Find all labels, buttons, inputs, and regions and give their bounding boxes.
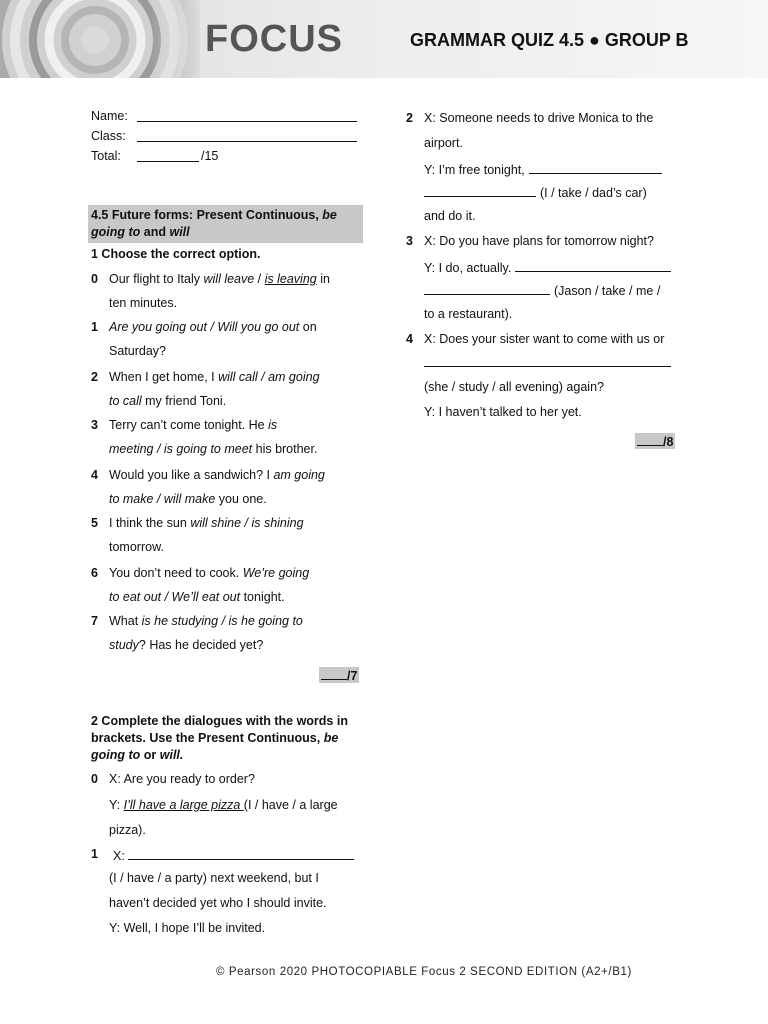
- total-label: Total:: [91, 149, 121, 163]
- item-text: When I get home, I: [109, 370, 219, 384]
- exercise-1-score: [319, 667, 359, 683]
- score-max: /7: [347, 669, 358, 683]
- total-max: /15: [201, 149, 219, 163]
- item-text: Terry can’t come tonight. He: [109, 418, 269, 432]
- options[interactable]: am going: [273, 468, 325, 482]
- options[interactable]: to make / will make: [109, 492, 216, 506]
- item-text: Our flight to Italy: [109, 272, 204, 286]
- item-text: tonight.: [240, 590, 285, 604]
- section-heading-will: will: [169, 225, 190, 239]
- title-text: be: [323, 731, 339, 745]
- options[interactable]: meeting / is going to meet: [109, 442, 253, 456]
- options[interactable]: is: [268, 418, 278, 432]
- option-b-selected: is leaving: [264, 272, 317, 286]
- item-number: 4: [406, 332, 413, 346]
- item-number: 5: [91, 516, 98, 530]
- answer-blank[interactable]: [424, 354, 671, 367]
- dialogue-x: X: Does your sister want to come with us or: [424, 332, 665, 346]
- item-text: and do it.: [424, 209, 476, 223]
- item-text: tomorrow.: [109, 540, 164, 554]
- item-text: you one.: [215, 492, 267, 506]
- item-text: Would you like a sandwich? I: [109, 468, 274, 482]
- item-text: ten minutes.: [109, 296, 178, 310]
- item-text: my friend Toni.: [141, 394, 227, 408]
- options[interactable]: Are you going out / Will you go out: [109, 320, 300, 334]
- title-text: 2 Complete the dialogues with the words in: [91, 714, 348, 728]
- item-number: 3: [91, 418, 98, 432]
- item-text: on: [299, 320, 317, 334]
- options[interactable]: will shine / is shining: [190, 516, 304, 530]
- exercise-2-title: [91, 713, 348, 764]
- dialogue-x: X: Do you have plans for tomorrow night?: [424, 234, 654, 248]
- dialogue-x: X:: [113, 849, 125, 863]
- options[interactable]: is he studying / is he going to: [141, 614, 303, 628]
- total-field[interactable]: [137, 149, 199, 162]
- item-number: 3: [406, 234, 413, 248]
- exercise-1-title: 1 Choose the correct option.: [91, 247, 261, 261]
- item-number: 1: [91, 847, 98, 861]
- item-number: 4: [91, 468, 98, 482]
- focus-swirl-graphic: [0, 0, 200, 78]
- title-text: going to: [91, 748, 141, 762]
- title-text: brackets. Use the Present Continuous,: [91, 731, 324, 745]
- answer-blank-2[interactable]: [424, 184, 536, 197]
- dialogue-y: Y: Well, I hope I’ll be invited.: [109, 921, 266, 935]
- item-text: You don’t need to cook.: [109, 566, 243, 580]
- item-text: I think the sun: [109, 516, 191, 530]
- prompt-words: (I / have / a large: [243, 798, 338, 812]
- prompt-words: (Jason / take / me /: [554, 284, 661, 298]
- options[interactable]: to eat out / We’ll eat out: [109, 590, 241, 604]
- title-text: will.: [159, 748, 184, 762]
- section-heading-be: be: [322, 208, 337, 222]
- prompt-words: pizza).: [109, 823, 146, 837]
- score-blank[interactable]: [321, 667, 347, 680]
- class-field[interactable]: [137, 129, 357, 142]
- dialogue-y: Y: I haven’t talked to her yet.: [424, 405, 582, 419]
- item-text: ? Has he decided yet?: [138, 638, 264, 652]
- dialogue-y: Y: I’m free tonight,: [424, 163, 525, 177]
- options[interactable]: to call: [109, 394, 142, 408]
- example-answer: I’ll have a large pizza: [123, 798, 244, 812]
- section-heading-going-to: going to: [91, 225, 141, 239]
- section-heading: [88, 205, 363, 243]
- answer-blank-2[interactable]: [424, 282, 550, 295]
- exercise-2-score: [635, 433, 675, 449]
- header-banner: [0, 0, 768, 78]
- item-number: 1: [91, 320, 98, 334]
- answer-blank[interactable]: [128, 847, 354, 860]
- name-field[interactable]: [137, 109, 357, 122]
- prompt-words: (I / have / a party) next weekend, but I: [109, 871, 319, 885]
- answer-blank[interactable]: [515, 259, 671, 272]
- item-text: haven’t decided yet who I should invite.: [109, 896, 327, 910]
- dialogue-y: Y:: [109, 798, 124, 812]
- prompt-words: to a restaurant).: [424, 307, 513, 321]
- quiz-title: GRAMMAR QUIZ 4.5 ● GROUP B: [410, 30, 689, 50]
- item-number: 0: [91, 772, 98, 786]
- item-number: 0: [91, 272, 98, 286]
- dialogue-x: X: Someone needs to drive Monica to the: [424, 111, 654, 125]
- item-number: 2: [406, 111, 413, 125]
- prompt-words: (I / take / dad’s car): [540, 186, 647, 200]
- dialogue-y: Y: I do, actually.: [424, 261, 512, 275]
- item-number: 6: [91, 566, 98, 580]
- dialogue-x: X: Are you ready to order?: [109, 772, 255, 786]
- item-text: in: [316, 272, 330, 286]
- section-heading-text: 4.5 Future forms: Present Continuous,: [91, 208, 323, 222]
- separator: /: [254, 272, 265, 286]
- item-text: What: [109, 614, 142, 628]
- score-blank[interactable]: [637, 433, 663, 446]
- options[interactable]: study: [109, 638, 139, 652]
- score-max: /8: [663, 435, 674, 449]
- item-text: Saturday?: [109, 344, 166, 358]
- name-label: Name:: [91, 109, 128, 123]
- item-number: 7: [91, 614, 98, 628]
- options[interactable]: We’re going: [242, 566, 310, 580]
- answer-blank[interactable]: [529, 161, 662, 174]
- title-text: or: [140, 748, 160, 762]
- section-heading-and: and: [140, 225, 170, 239]
- prompt-words: (she / study / all evening) again?: [424, 380, 604, 394]
- class-label: Class:: [91, 129, 126, 143]
- option-a: will leave: [203, 272, 255, 286]
- focus-logo: FOCUS: [205, 18, 343, 60]
- item-text: airport.: [424, 136, 463, 150]
- options[interactable]: will call / am going: [218, 370, 320, 384]
- item-text: his brother.: [252, 442, 318, 456]
- footer-copyright: © Pearson 2020 PHOTOCOPIABLE Focus 2 SECOND EDITION (A2+/B1): [216, 966, 632, 978]
- item-number: 2: [91, 370, 98, 384]
